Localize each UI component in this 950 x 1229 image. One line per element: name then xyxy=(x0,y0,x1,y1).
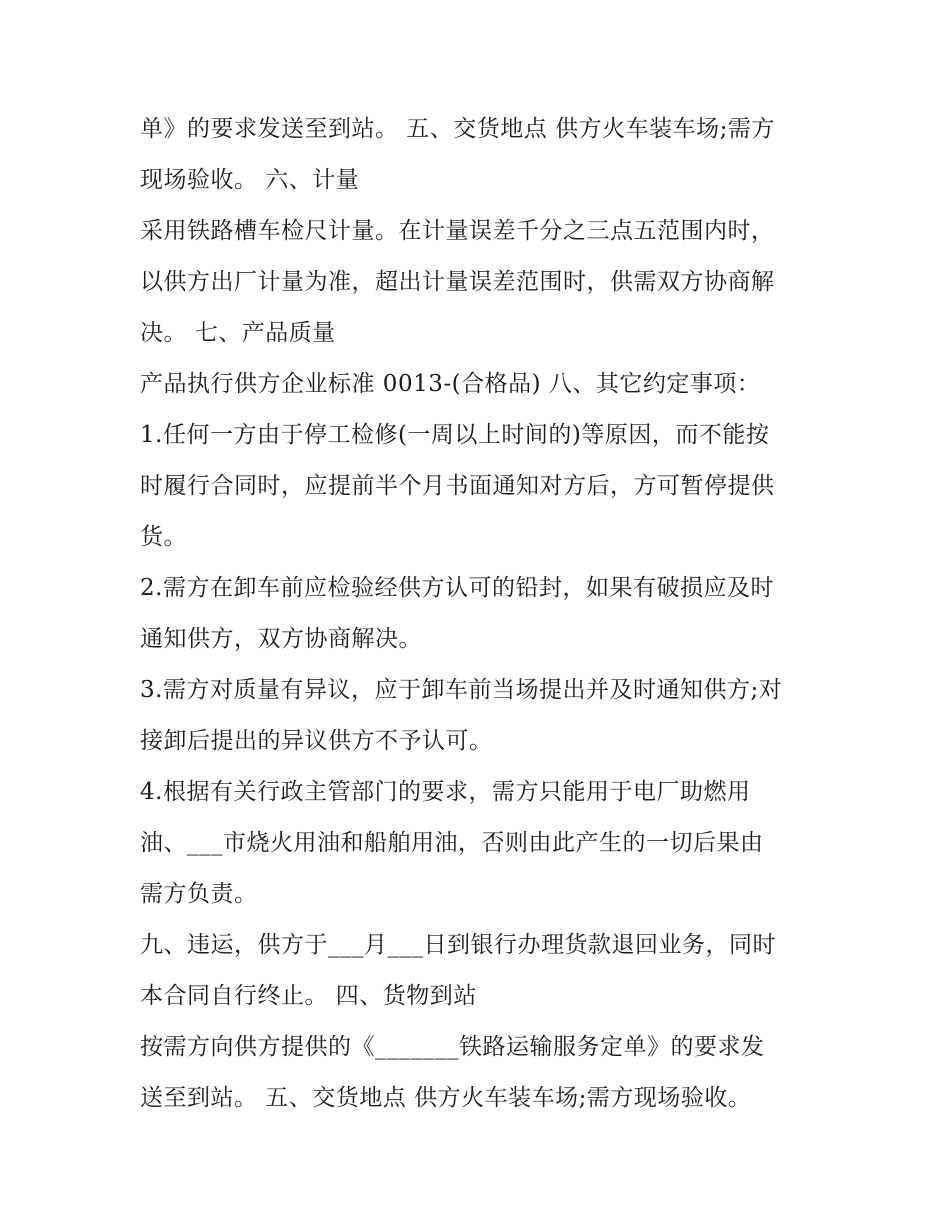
text-line: 通知供方，双方协商解决。 xyxy=(140,626,422,652)
text-line: 现场验收。 六、计量 xyxy=(140,167,360,193)
text-line: 送至到站。 五、交货地点 供方火车装车场;需方现场验收。 xyxy=(140,1085,752,1111)
text-line: 九、违运，供方于___月___日到银行办理货款退回业务，同时 xyxy=(140,932,776,958)
text-line: 按需方向供方提供的《_______铁路运输服务定单》的要求发 xyxy=(140,1034,765,1060)
text-line: 1.任何一方由于停工检修(一周以上时间的)等原因，而不能按 xyxy=(140,422,770,448)
text-line: 3.需方对质量有异议，应于卸车前当场提出并及时通知供方;对 xyxy=(140,677,783,703)
text-line: 接卸后提出的异议供方不予认可。 xyxy=(140,728,493,754)
text-line: 决。 七、产品质量 xyxy=(140,320,336,346)
text-line: 以供方出厂计量为准，超出计量误差范围时，供需双方协商解 xyxy=(140,269,775,295)
text-line: 单》的要求发送至到站。 五、交货地点 供方火车装车场;需方 xyxy=(140,116,775,142)
text-line: 2.需方在卸车前应检验经供方认可的铅封，如果有破损应及时 xyxy=(140,575,774,601)
contract-text xyxy=(140,104,820,1124)
text-line: 采用铁路槽车检尺计量。在计量误差千分之三点五范围内时， xyxy=(140,218,775,244)
text-line: 时履行合同时，应提前半个月书面通知对方后，方可暂停提供 xyxy=(140,473,775,499)
text-line: 产品执行供方企业标准 0013-(合格品) 八、其它约定事项： xyxy=(140,371,761,397)
text-line: 需方负责。 xyxy=(140,881,258,907)
text-line: 油、___市烧火用油和船舶用油，否则由此产生的一切后果由 xyxy=(140,830,764,856)
text-line: 货。 xyxy=(140,524,187,550)
text-line: 4.根据有关行政主管部门的要求，需方只能用于电厂助燃用 xyxy=(140,779,751,805)
text-line: 本合同自行终止。 四、货物到站 xyxy=(140,983,477,1009)
